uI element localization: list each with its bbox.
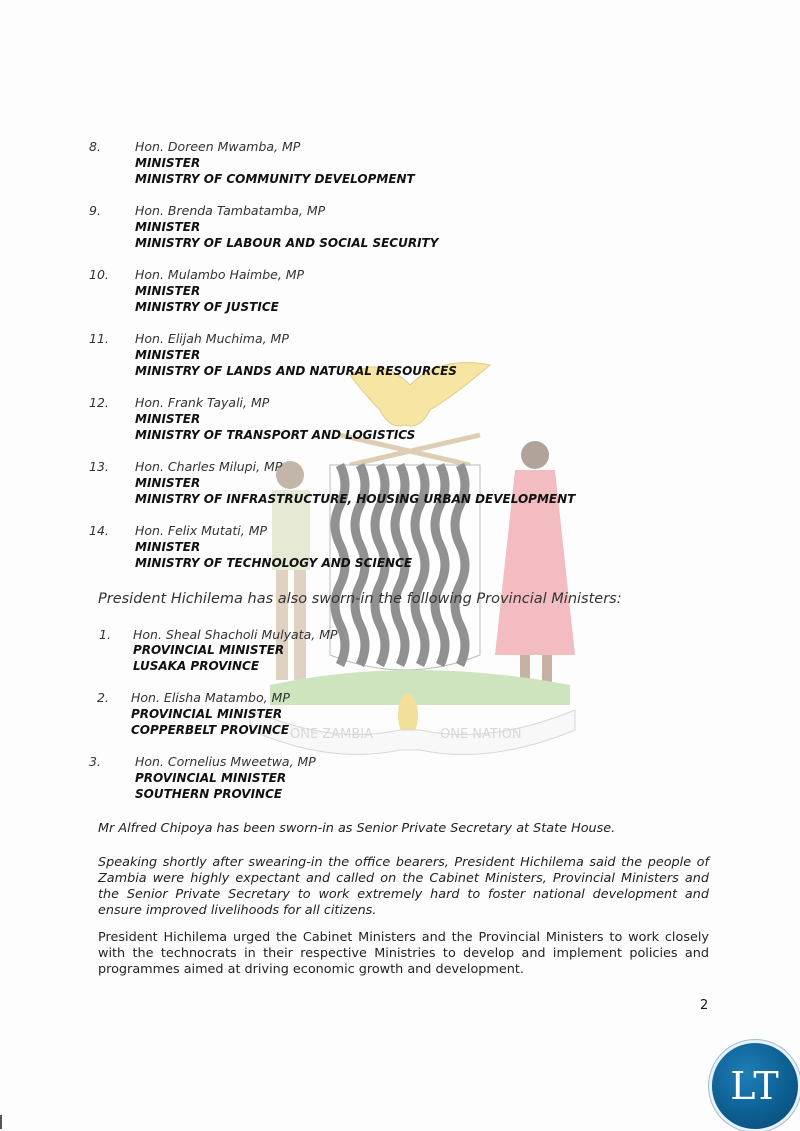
ministry-name: MINISTRY OF LABOUR AND SOCIAL SECURITY: [135, 236, 439, 250]
minister-title: MINISTER: [135, 476, 201, 490]
item-number: 13.: [89, 459, 109, 474]
minister-name: Hon. Felix Mutati, MP: [135, 523, 268, 538]
item-number: 1.: [99, 627, 111, 642]
minister-name: Hon. Elisha Matambo, MP: [131, 690, 290, 705]
minister-name: Hon. Brenda Tambatamba, MP: [135, 203, 326, 218]
motto-right: ONE NATION: [440, 727, 522, 742]
minister-name: Hon. Elijah Muchima, MP: [135, 331, 289, 346]
paragraph-2: President Hichilema urged the Cabinet Ministers and the Provincial Ministers to work closely with the technocrats in their respective Ministries to develop and implement policies and programmes aimed at driving economic growth and development.: [98, 930, 709, 977]
minister-title: MINISTER: [135, 284, 201, 298]
lt-logo: [712, 1043, 798, 1129]
minister-name: Hon. Mulambo Haimbe, MP: [135, 267, 305, 282]
provincial-heading: President Hichilema has also sworn-in the following Provincial Ministers:: [98, 591, 622, 607]
minister-name: Hon. Sheal Shacholi Mulyata, MP: [133, 627, 338, 642]
woman-figure-icon: [495, 441, 575, 695]
ministry-name: MINISTRY OF JUSTICE: [135, 300, 279, 314]
item-number: 10.: [89, 267, 109, 282]
ministry-name: MINISTRY OF COMMUNITY DEVELOPMENT: [135, 172, 415, 186]
item-number: 12.: [89, 395, 109, 410]
item-number: 9.: [89, 203, 101, 218]
edge-mark: [0, 1115, 2, 1129]
logo-text: LT: [730, 1064, 780, 1108]
ministry-name: MINISTRY OF INFRASTRUCTURE, HOUSING URBAN DEVELOPMENT: [135, 492, 576, 506]
motto-left: ONE ZAMBIA: [290, 727, 373, 742]
page-number: 2: [700, 998, 709, 1013]
ministry-name: MINISTRY OF TECHNOLOGY AND SCIENCE: [135, 556, 413, 570]
item-number: 2.: [97, 690, 109, 705]
secretary-line: Mr Alfred Chipoya has been sworn-in as Senior Private Secretary at State House.: [98, 821, 616, 836]
ministry-name: MINISTRY OF TRANSPORT AND LOGISTICS: [135, 428, 416, 442]
minister-title: MINISTER: [135, 540, 201, 554]
minister-title: MINISTER: [135, 412, 201, 426]
ministry-name: MINISTRY OF LANDS AND NATURAL RESOURCES: [135, 364, 457, 378]
item-number: 3.: [89, 754, 101, 769]
minister-title: PROVINCIAL MINISTER: [131, 707, 283, 721]
minister-title: PROVINCIAL MINISTER: [135, 771, 287, 785]
minister-name: Hon. Cornelius Mweetwa, MP: [135, 754, 316, 769]
minister-title: MINISTER: [135, 348, 201, 362]
province-name: COPPERBELT PROVINCE: [131, 723, 290, 737]
minister-title: PROVINCIAL MINISTER: [133, 643, 285, 657]
province-name: SOUTHERN PROVINCE: [135, 787, 283, 801]
minister-title: MINISTER: [135, 220, 201, 234]
province-name: LUSAKA PROVINCE: [133, 659, 260, 673]
minister-title: MINISTER: [135, 156, 201, 170]
item-number: 14.: [89, 523, 109, 538]
minister-name: Hon. Charles Milupi, MP: [135, 459, 283, 474]
item-number: 8.: [89, 139, 101, 154]
paragraph-1: Speaking shortly after swearing-in the office bearers, President Hichilema said the people of Zambia were highly expectant and called on the Cabinet Ministers, Provincial Ministers and the Senior Private Secretary to work extremely hard to foster national development and ensure improved livelihoods for all citizens.: [98, 855, 709, 918]
minister-name: Hon. Frank Tayali, MP: [135, 395, 270, 410]
item-number: 11.: [89, 331, 109, 346]
minister-name: Hon. Doreen Mwamba, MP: [135, 139, 301, 154]
